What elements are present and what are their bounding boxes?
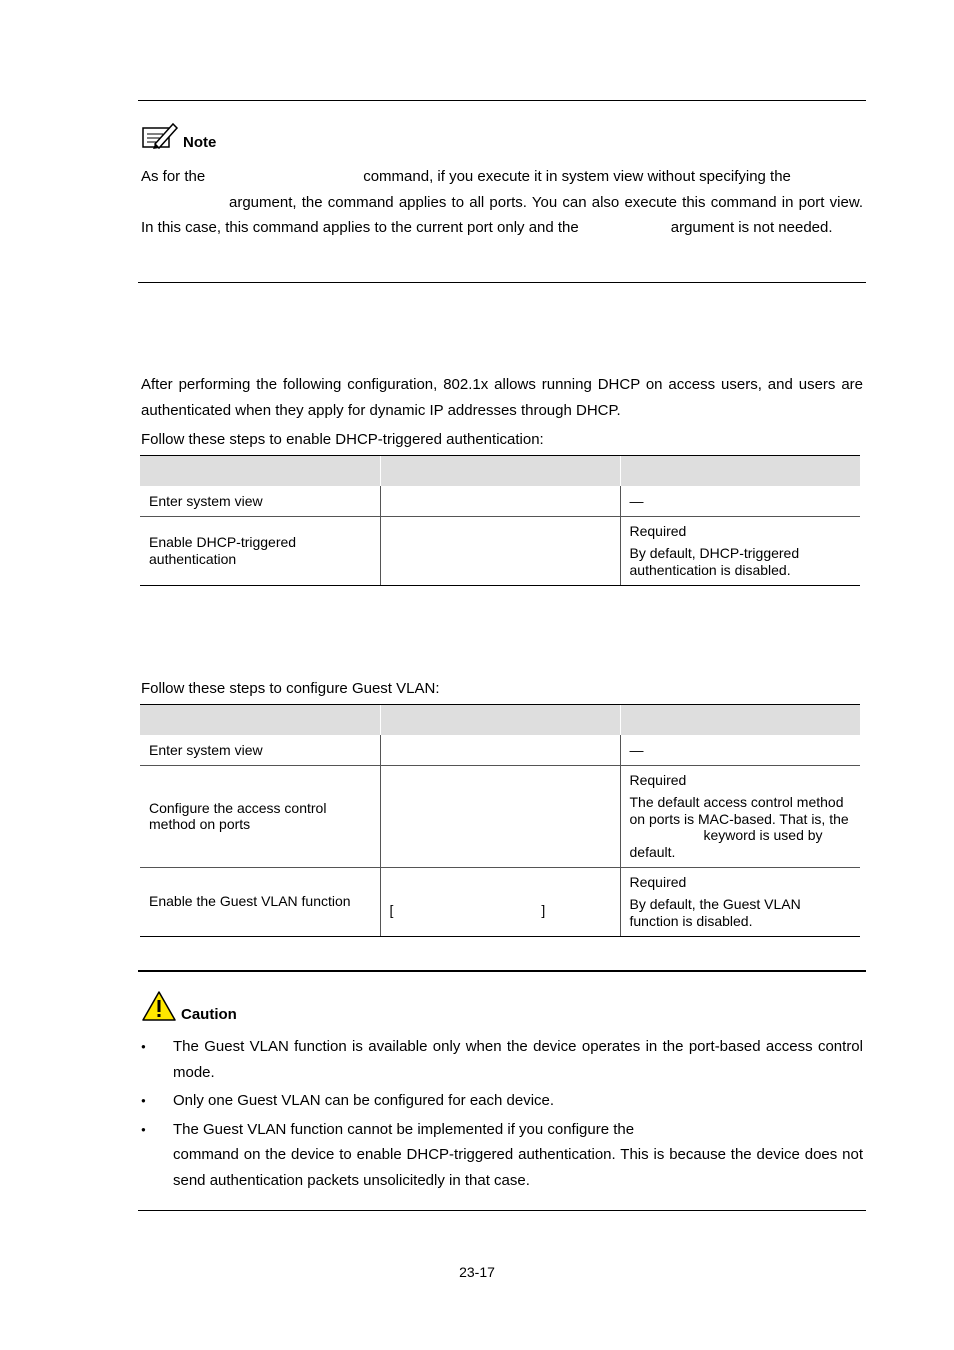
- operation-cell: Enable DHCP-triggered authentication: [140, 516, 380, 585]
- remark-cell: [620, 765, 860, 867]
- table-row: [140, 516, 860, 585]
- warning-triangle-icon: [141, 990, 177, 1026]
- remark-default: [630, 794, 852, 860]
- remark-cell: [620, 516, 860, 585]
- operation-cell: Enable the Guest VLAN function: [140, 867, 380, 936]
- note-label: Note: [183, 134, 217, 151]
- note-bottom-rule: [138, 282, 866, 283]
- table-row: [140, 486, 860, 516]
- table-row: [140, 735, 860, 765]
- optional-bracket-open: [: [389, 902, 394, 919]
- operation-cell: Enter system view: [140, 486, 380, 516]
- command-cell: [380, 516, 620, 585]
- page-number: 23-17: [459, 1264, 495, 1280]
- optional-bracket-close: ]: [541, 902, 546, 919]
- caution-header: [141, 990, 237, 1026]
- list-item: ● The Guest VLAN function is available only when the device operates in the port-based access control mode.: [141, 1034, 863, 1085]
- bullet-3-part-1: The Guest VLAN function cannot be implemented if you configure the: [173, 1120, 635, 1138]
- note-text-part-4: argument is not needed.: [670, 219, 833, 236]
- note-text-part-3: argument, the command applies to all ports. You can also execute this command in port view. In this case, this command applies to the current port only and the: [141, 193, 863, 236]
- remark-cell: —: [620, 486, 860, 516]
- caution-bottom-rule: [138, 1210, 866, 1211]
- remark-required: Required: [629, 522, 687, 539]
- note-header: [141, 120, 216, 154]
- note-top-rule: [138, 100, 866, 101]
- table-header-row: [140, 705, 860, 736]
- remark-default-part-2: keyword is used by default.: [629, 827, 823, 860]
- command-column-header: [380, 705, 620, 736]
- operation-cell: Enter system view: [140, 735, 380, 765]
- guest-vlan-steps-table: [140, 704, 860, 937]
- dhcp-steps-table: [140, 455, 860, 586]
- remark-cell: [620, 867, 860, 936]
- list-item: ● Only one Guest VLAN can be configured for each device.: [141, 1088, 863, 1114]
- operation-cell: Configure the access control method on ports: [140, 765, 380, 867]
- remarks-column-header: [620, 705, 860, 736]
- dhcp-intro: After performing the following configuration, 802.1x allows running DHCP on access users, and users are authenticated when they apply for dynamic IP addresses through DHCP.: [141, 376, 863, 419]
- command-cell: [380, 867, 620, 936]
- table-row: [140, 867, 860, 936]
- operation-column-header: [140, 456, 380, 487]
- note-text: [141, 164, 863, 241]
- command-cell: [380, 486, 620, 516]
- table-row: [140, 765, 860, 867]
- dhcp-steps-intro: Follow these steps to enable DHCP-triggered authentication:: [141, 431, 544, 448]
- command-column-header: [380, 456, 620, 487]
- command-cell: [380, 765, 620, 867]
- remark-cell: —: [620, 735, 860, 765]
- caution-label: Caution: [181, 1006, 237, 1023]
- remark-default-part-1: The default access control method on ports is MAC-based. That is, the: [629, 794, 849, 827]
- caution-top-rule: [138, 970, 866, 972]
- operation-column-header: [140, 705, 380, 736]
- table-header-row: [140, 456, 860, 487]
- remark-default: By default, the Guest VLAN function is disabled.: [629, 896, 801, 929]
- remarks-column-header: [620, 456, 860, 487]
- note-pencil-icon: [141, 120, 179, 154]
- remark-required: Required: [629, 771, 687, 788]
- note-text-part-1: As for the: [141, 168, 206, 185]
- list-item: [141, 1117, 863, 1194]
- guest-vlan-steps-intro: Follow these steps to configure Guest VLAN:: [141, 680, 440, 697]
- caution-list: [141, 1034, 863, 1196]
- command-cell: [380, 735, 620, 765]
- remark-default: By default, DHCP-triggered authentication is disabled.: [629, 545, 800, 578]
- note-text-part-2: command, if you execute it in system view without specifying the: [363, 168, 791, 185]
- bullet-3-part-2: command on the device to enable DHCP-triggered authentication. This is because the device does not send authentication packets unsolicitedly in that case.: [173, 1146, 863, 1189]
- remark-required: Required: [629, 873, 687, 890]
